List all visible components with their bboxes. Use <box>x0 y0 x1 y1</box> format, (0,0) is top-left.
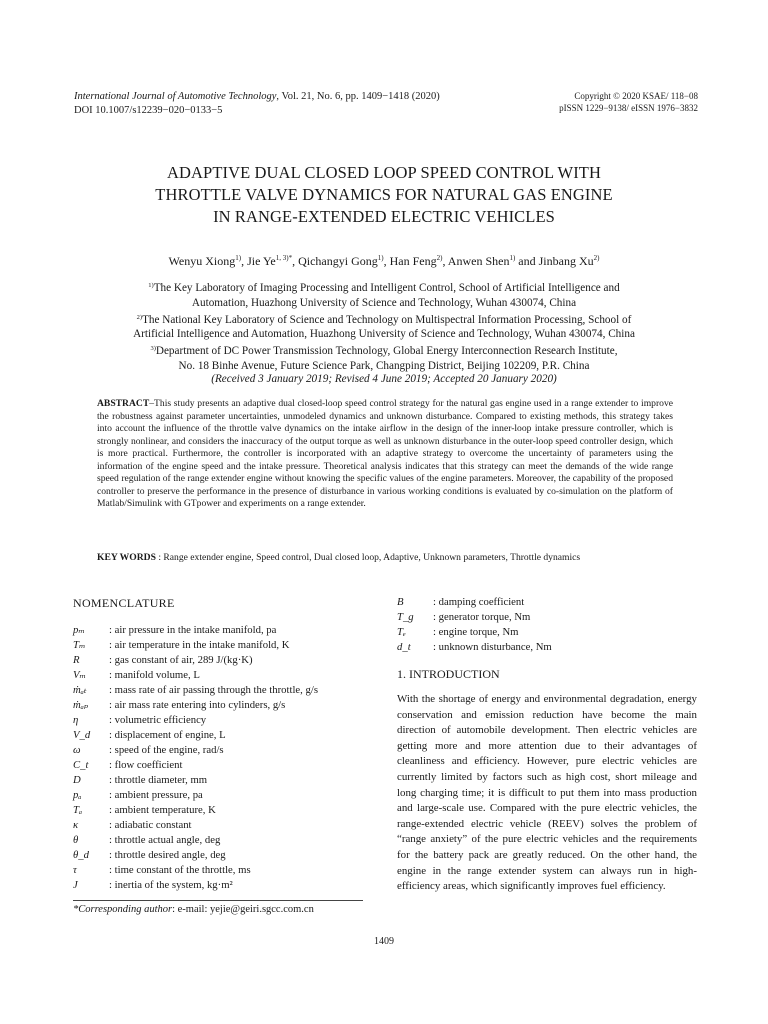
nomenclature-symbol: B <box>397 596 404 608</box>
nomenclature-symbol: V_d <box>73 729 91 741</box>
received-dates: (Received 3 January 2019; Revised 4 June 2019; Accepted 20 January 2020) <box>211 373 557 385</box>
nomenclature-definition: : manifold volume, L <box>109 668 200 683</box>
nomenclature-definition: : speed of the engine, rad/s <box>109 743 224 758</box>
page-number: 1409 <box>374 936 394 947</box>
author-name: Jinbang Xu <box>538 254 594 268</box>
author-affil-mark: 1) <box>509 254 516 262</box>
nomenclature-row <box>73 818 373 833</box>
volume-info: , Vol. 21, No. 6, pp. 1409−1418 (2020) <box>276 91 440 102</box>
nomenclature-row <box>73 683 373 698</box>
corresponding-author-note <box>73 904 314 915</box>
nomenclature-row <box>397 640 697 655</box>
nomenclature-symbol: Vₘ <box>73 669 87 681</box>
nomenclature-row <box>73 878 373 893</box>
nomenclature-definition: : inertia of the system, kg·m² <box>109 878 233 893</box>
nomenclature-definition: : ambient temperature, K <box>109 803 216 818</box>
author-affil-mark: 1) <box>377 254 384 262</box>
nomenclature-row <box>73 788 373 803</box>
nomenclature-symbol: Tₑ <box>397 626 406 638</box>
affil-text: Automation, Huazhong University of Science and Technology, Wuhan 430074, China <box>191 296 577 309</box>
footnote-label: *Corresponding author <box>73 904 173 915</box>
nomenclature-row <box>73 848 373 863</box>
affil-mark: 3) <box>150 345 156 353</box>
nomenclature-symbol: ṁₐₜ <box>73 684 87 696</box>
nomenclature-list-right <box>397 595 697 655</box>
author-list: Wenyu Xiong$^{1)}$, Jie $Ye^{1, 3)*}$, Qichangyi Gong$^{1)}$, Han Feng$^{2)}$, Anwen Shen$^{1)}$ and Jinbang Xu$^{2)}$ <box>168 254 600 268</box>
nomenclature-row <box>73 728 373 743</box>
section-heading: 1. INTRODUCTION <box>397 667 500 681</box>
author-affil-mark: 2) <box>436 254 443 262</box>
author-name: Anwen Shen <box>447 254 510 268</box>
nomenclature-definition: : air mass rate entering into cylinders, g/s <box>109 698 285 713</box>
nomenclature-row <box>397 610 697 625</box>
affiliation-line <box>70 279 698 296</box>
nomenclature-definition: : throttle actual angle, deg <box>109 833 220 848</box>
abstract-text: –This study presents an adaptive dual closed-loop speed control strategy for the natural gas engine used in a range extender to improve the robustness against parameter uncertainties, unmodeled dynamics and unknown disturbance. Compared to existing methods, this strategy takes into account the influence of the throttle valve dynamics on the intake airflow in the design of the inner-loop intake pressure controller, which is strongly nonlinear, and considers the inaccuracy of the output torque as well as unknown disturbance in the outer-loop speed controller design, which is more practical. Furthermore, the controller is incorporated with an adaptive strategy to overcome the uncertainty of parameters using the information of the engine speed and the intake pressure. Theoretical analysis indicates that this strategy can meet the demands of the wide range speed regulation of the range extender engine without knowing the specific values of the engine parameters. Moreover, the capability of the proposed controller to preserve the performance in the presence of disturbance in various working conditions is evaluated by co-simulation on the platform of Matlab/Simulink with GTpower and experiments on a range extender. <box>97 398 673 509</box>
author-affil-mark: 1, 3)* <box>275 254 293 262</box>
nomenclature-definition: : generator torque, Nm <box>433 610 530 625</box>
nomenclature-row <box>397 625 697 640</box>
nomenclature-definition: : volumetric efficiency <box>109 713 206 728</box>
nomenclature-symbol: Tₐ <box>73 804 83 816</box>
affil-text: Artificial Intelligence and Automation, Huazhong University of Science and Technology, Wuhan 430074, China <box>133 328 635 341</box>
nomenclature-definition: : damping coefficient <box>433 595 524 610</box>
nomenclature-definition: : mass rate of air passing through the throttle, g/s <box>109 683 318 698</box>
keywords <box>97 551 697 564</box>
nomenclature-symbol: η <box>73 714 79 726</box>
abstract <box>97 398 673 511</box>
nomenclature-symbol: ṁₐₚ <box>73 699 89 711</box>
nomenclature-row <box>73 623 373 638</box>
nomenclature-symbol: T_g <box>397 611 414 623</box>
copyright-block <box>559 90 698 114</box>
nomenclature-definition: : time constant of the throttle, ms <box>109 863 251 878</box>
nomenclature-row <box>73 803 373 818</box>
author-name: Qichangyi Gong <box>298 254 378 268</box>
affil-mark: 2) <box>136 313 143 321</box>
nomenclature-row <box>73 833 373 848</box>
nomenclature-heading: NOMENCLATURE <box>73 596 175 610</box>
nomenclature-row <box>73 653 373 668</box>
nomenclature-row <box>73 773 373 788</box>
nomenclature-definition: : engine torque, Nm <box>433 625 519 640</box>
nomenclature-symbol: C_t <box>73 759 89 771</box>
nomenclature-definition: : gas constant of air, 289 J/(kg·K) <box>109 653 253 668</box>
affil-text: Department of DC Power Transmission Technology, Global Energy Interconnection Research Institute, <box>155 345 618 358</box>
footnote-text: : e-mail: yejie@geiri.sgcc.com.cn <box>172 904 314 915</box>
nomenclature-definition: : throttle diameter, mm <box>109 773 207 788</box>
author-name: Han Feng <box>389 254 437 268</box>
nomenclature-definition: : flow coefficient <box>109 758 182 773</box>
copyright: Copyright © 2020 KSAE/ 118−08 <box>574 91 698 101</box>
nomenclature-row <box>73 698 373 713</box>
nomenclature-row <box>73 713 373 728</box>
author-name: Wenyu Xiong <box>168 254 236 268</box>
paper-title <box>60 162 708 228</box>
issn: pISSN 1229−9138/ eISSN 1976−3832 <box>559 103 698 113</box>
author-name: Jie Ye <box>247 254 276 268</box>
title-line: THROTTLE VALVE DYNAMICS FOR NATURAL GAS ENGINE <box>155 185 613 204</box>
nomenclature-list-left <box>73 623 373 893</box>
nomenclature-definition: : air temperature in the intake manifold, K <box>109 638 289 653</box>
author-affil-mark: 1) <box>235 254 242 262</box>
nomenclature-row <box>73 638 373 653</box>
nomenclature-symbol: J <box>73 879 78 891</box>
affiliations <box>70 279 698 374</box>
nomenclature-symbol: Tₘ <box>73 639 86 651</box>
affiliation-line <box>70 342 698 359</box>
nomenclature-definition: : displacement of engine, L <box>109 728 226 743</box>
journal-header <box>74 90 440 118</box>
title-line: IN RANGE-EXTENDED ELECTRIC VEHICLES <box>213 207 555 226</box>
nomenclature-row <box>73 863 373 878</box>
affiliation-line <box>70 359 698 374</box>
nomenclature-symbol: κ <box>73 819 79 831</box>
nomenclature-row <box>73 758 373 773</box>
affiliation-line <box>70 327 698 342</box>
nomenclature-symbol: θ_d <box>73 849 89 861</box>
keywords-label: KEY WORDS <box>97 552 156 563</box>
nomenclature-symbol: ω <box>73 744 81 756</box>
nomenclature-row <box>73 743 373 758</box>
footnote-divider <box>73 900 363 901</box>
nomenclature-definition: : throttle desired angle, deg <box>109 848 226 863</box>
nomenclature-symbol: pₐ <box>73 789 82 801</box>
affil-text: The Key Laboratory of Imaging Processing and Intelligent Control, School of Artificial Intelligence and <box>153 282 620 294</box>
nomenclature-definition: : ambient pressure, pa <box>109 788 203 803</box>
nomenclature-symbol: d_t <box>397 641 411 653</box>
nomenclature-symbol: pₘ <box>73 624 85 636</box>
nomenclature-symbol: R <box>73 654 80 666</box>
nomenclature-row <box>73 668 373 683</box>
author-affil-mark: 2) <box>593 254 600 262</box>
nomenclature-definition: : air pressure in the intake manifold, pa <box>109 623 276 638</box>
affil-text: The National Key Laboratory of Science and Technology on Multispectral Information Processing, School of <box>142 313 632 326</box>
doi: DOI 10.1007/s12239−020−0133−5 <box>74 105 223 116</box>
title-line: ADAPTIVE DUAL CLOSED LOOP SPEED CONTROL WITH <box>167 163 601 182</box>
introduction-text: With the shortage of energy and environmental degradation, energy conservation and emission reduction have become the main direction of automobile development. Then electric vehicles are getting more and more attention due to their advantages of cleanliness and efficiency. However, pure electric vehicles are currently limited by factors such as high cost, short mileage and long charging time; it is difficult to put them into mass production and large-scale use. Compared with the pure electric vehicles, the range-extended electric vehicle (REEV) solves the problem of “range anxiety” of the pure electric vehicles and the requirements for the battery pack are greatly reduced. On the other hand, the engine in the range extender system can always run in high-efficiency areas, which significantly improves fuel efficiency. <box>397 693 697 893</box>
nomenclature-symbol: θ <box>73 834 79 846</box>
affil-mark: 1) <box>148 282 154 289</box>
abstract-label: ABSTRACT <box>97 398 150 409</box>
nomenclature-definition: : adiabatic constant <box>109 818 192 833</box>
nomenclature-definition: : unknown disturbance, Nm <box>433 640 552 655</box>
affil-text: No. 18 Binhe Avenue, Future Science Park, Changping District, Beijing 102209, P.R. China <box>178 359 590 372</box>
nomenclature-symbol: τ <box>73 864 77 876</box>
affiliation-line <box>70 311 698 328</box>
keywords-text: : Range extender engine, Speed control, Dual closed loop, Adaptive, Unknown parameters, Throttle dynamics <box>155 552 581 563</box>
affiliation-line <box>70 296 698 311</box>
nomenclature-row <box>397 595 697 610</box>
journal-name: International Journal of Automotive Technology <box>74 91 277 102</box>
nomenclature-symbol: D <box>73 774 81 786</box>
